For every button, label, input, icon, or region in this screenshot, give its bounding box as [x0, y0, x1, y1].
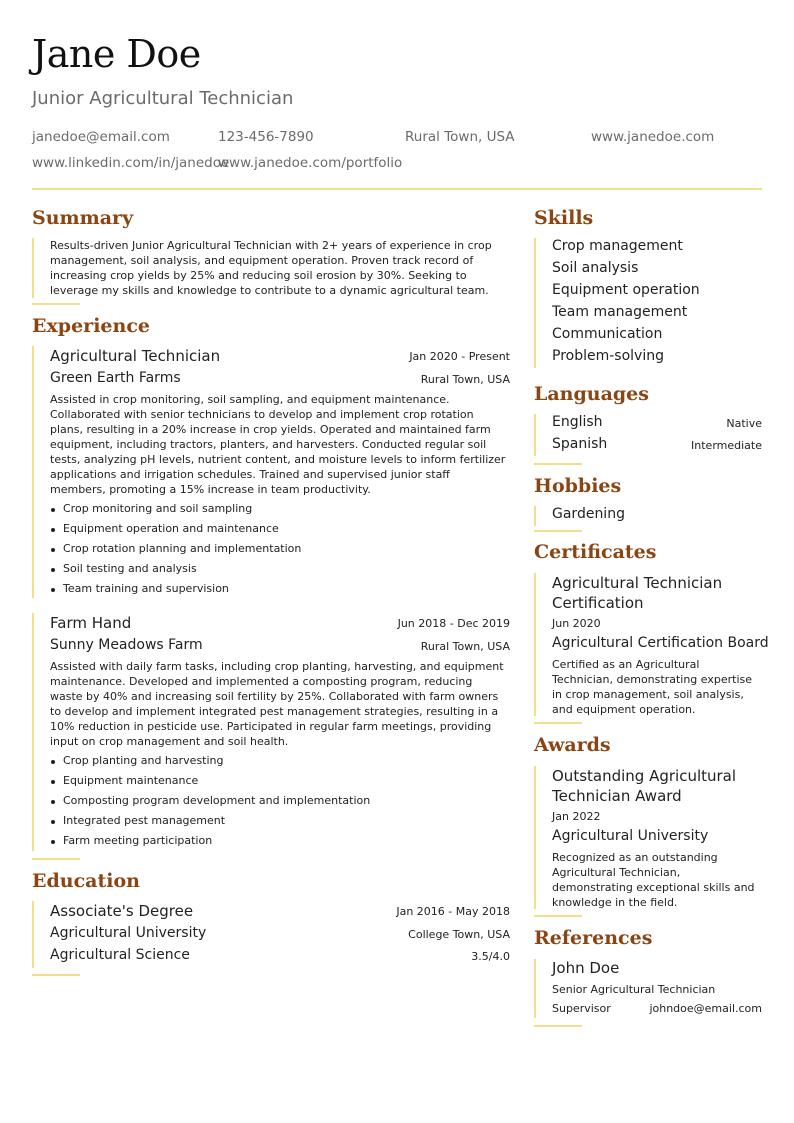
section-end-line — [32, 303, 80, 305]
section-end-line — [534, 915, 582, 917]
section-end-line — [32, 858, 80, 860]
reference-email[interactable]: johndoe@email.com — [649, 1002, 762, 1015]
job-dates: Jun 2018 - Dec 2019 — [397, 617, 510, 630]
job-bullet: Team training and supervision — [63, 582, 229, 595]
education-gpa: 3.5/4.0 — [471, 950, 510, 963]
hobbies-bar — [534, 506, 536, 526]
summary-line: increasing crop yields by 25% and reducing soil erosion by 30%. Seeking to — [50, 269, 467, 282]
job-desc-line: 10% reduction in pesticide use. Participated in regular farm meetings, providing — [50, 720, 492, 733]
certificate-desc-line: in crop management, soil analysis, — [552, 688, 744, 701]
language-name: English — [552, 414, 603, 430]
skill-item: Communication — [552, 326, 663, 342]
section-end-line — [534, 463, 582, 465]
education-dates: Jan 2016 - May 2018 — [396, 905, 510, 918]
candidate-title: Junior Agricultural Technician — [32, 88, 294, 109]
job-bar — [32, 346, 34, 598]
certificates-bar — [534, 573, 536, 716]
hobby-item: Gardening — [552, 506, 625, 522]
job-description — [50, 392, 520, 497]
certificate-title-line: Certification — [552, 594, 644, 612]
contact-portfolio[interactable]: www.janedoe.com/portfolio — [218, 155, 403, 171]
language-level: Native — [726, 417, 762, 430]
award-title-line: Technician Award — [552, 787, 682, 805]
award-desc-line: Recognized as an outstanding — [552, 851, 718, 864]
job-desc-line: maintenance. Developed and implemented a composting program, reducing — [50, 675, 473, 688]
award-desc-line: demonstrating exceptional skills and — [552, 881, 755, 894]
summary-heading: Summary — [32, 207, 134, 229]
job-description — [50, 659, 520, 749]
award-description — [552, 850, 772, 910]
contact-website[interactable]: www.janedoe.com — [591, 129, 715, 145]
contact-phone[interactable]: 123-456-7890 — [218, 129, 314, 145]
languages-bar — [534, 414, 536, 456]
header-divider — [32, 188, 762, 190]
job-bar — [32, 613, 34, 851]
contact-location: Rural Town, USA — [405, 129, 515, 145]
job-desc-line: equipment, including tractors, planters, and harvesters. Conducted regular soil — [50, 438, 487, 451]
summary-line: management, soil analysis, and equipment operation. Proven track record of — [50, 254, 474, 267]
job-location: Rural Town, USA — [420, 640, 510, 653]
job-desc-line: Assisted with daily farm tasks, including crop planting, harvesting, and equipment — [50, 660, 504, 673]
experience-heading: Experience — [32, 315, 150, 337]
job-title: Agricultural Technician — [50, 347, 221, 365]
job-desc-line: Collaborated with senior technicians to develop and implement crop rotation — [50, 408, 474, 421]
job-company: Green Earth Farms — [50, 370, 181, 386]
award-issuer: Agricultural University — [552, 828, 709, 844]
job-bullet: Composting program development and implementation — [63, 794, 371, 807]
job-bullet: Integrated pest management — [63, 814, 226, 827]
job-dates: Jan 2020 - Present — [409, 350, 510, 363]
awards-heading: Awards — [534, 734, 611, 756]
award-title — [552, 766, 736, 806]
certificate-issuer: Agricultural Certification Board — [552, 635, 769, 651]
job-desc-line: to develop and implement integrated pest management strategies, resulting in a — [50, 705, 499, 718]
certificate-desc-line: Technician, demonstrating expertise — [552, 673, 752, 686]
summary-line: leverage my skills and knowledge to contribute to a dynamic agricultural team. — [50, 284, 489, 297]
education-school: Agricultural University — [50, 925, 207, 941]
award-desc-line: Agricultural Technician, — [552, 866, 681, 879]
job-desc-line: plans, resulting in a 20% increase in crop yields. Operated and maintained farm — [50, 423, 491, 436]
section-end-line — [534, 530, 582, 532]
job-desc-line: input on crop management and soil health. — [50, 735, 289, 748]
education-field: Agricultural Science — [50, 947, 190, 963]
language-level: Intermediate — [691, 439, 762, 452]
education-degree: Associate's Degree — [50, 902, 194, 920]
job-desc-line: Assisted in crop monitoring, soil sampling, and equipment maintenance. — [50, 393, 450, 406]
job-desc-line: waste by 40% and increasing soil fertility by 25%. Collaborated with farm owners — [50, 690, 499, 703]
certificate-description — [552, 657, 772, 717]
certificate-title — [552, 573, 722, 613]
skills-bar — [534, 238, 536, 368]
skill-item: Problem-solving — [552, 348, 664, 364]
job-company: Sunny Meadows Farm — [50, 637, 203, 653]
certificate-desc-line: and equipment operation. — [552, 703, 696, 716]
section-end-line — [534, 722, 582, 724]
job-bullet: Farm meeting participation — [63, 834, 213, 847]
job-desc-line: applications and irrigation schedules. Trained and supervised junior staff — [50, 468, 450, 481]
skill-item: Equipment operation — [552, 282, 700, 298]
certificates-heading: Certificates — [534, 541, 657, 563]
award-date: Jan 2022 — [552, 810, 601, 823]
contact-linkedin[interactable]: www.linkedin.com/in/janedoe — [32, 155, 230, 171]
languages-heading: Languages — [534, 383, 649, 405]
references-heading: References — [534, 927, 653, 949]
summary-line: Results-driven Junior Agricultural Technician with 2+ years of experience in crop — [50, 239, 492, 252]
reference-name: John Doe — [552, 959, 620, 977]
education-bar — [32, 901, 34, 968]
job-bullet: Crop planting and harvesting — [63, 754, 224, 767]
section-end-line — [32, 974, 80, 976]
contact-email[interactable]: janedoe@email.com — [32, 129, 170, 145]
language-name: Spanish — [552, 436, 608, 452]
job-desc-line: members, promoting a 15% increase in team productivity. — [50, 483, 371, 496]
reference-title: Senior Agricultural Technician — [552, 983, 716, 996]
reference-relation: Supervisor — [552, 1002, 611, 1015]
awards-bar — [534, 766, 536, 909]
references-bar — [534, 959, 536, 1018]
award-title-line: Outstanding Agricultural — [552, 767, 737, 785]
hobbies-heading: Hobbies — [534, 475, 622, 497]
education-location: College Town, USA — [408, 928, 510, 941]
job-title: Farm Hand — [50, 614, 132, 632]
certificate-title-line: Agricultural Technician — [552, 574, 723, 592]
candidate-name: Jane Doe — [32, 32, 201, 76]
job-bullet: Soil testing and analysis — [63, 562, 197, 575]
skill-item: Crop management — [552, 238, 683, 254]
job-location: Rural Town, USA — [420, 373, 510, 386]
summary-bar — [32, 238, 34, 298]
job-desc-line: tests, analyzing pH levels, nutrient content, and moisture levels to inform fertilizer — [50, 453, 506, 466]
education-heading: Education — [32, 870, 140, 892]
job-bullet: Crop monitoring and soil sampling — [63, 502, 253, 515]
award-desc-line: knowledge in the field. — [552, 896, 678, 909]
summary-text — [50, 238, 520, 298]
job-bullet: Equipment maintenance — [63, 774, 199, 787]
certificate-date: Jun 2020 — [552, 617, 601, 630]
job-bullet: Crop rotation planning and implementation — [63, 542, 302, 555]
section-end-line — [534, 1025, 582, 1027]
job-bullet: Equipment operation and maintenance — [63, 522, 279, 535]
skill-item: Soil analysis — [552, 260, 639, 276]
skill-item: Team management — [552, 304, 688, 320]
certificate-desc-line: Certified as an Agricultural — [552, 658, 700, 671]
skills-heading: Skills — [534, 207, 594, 229]
